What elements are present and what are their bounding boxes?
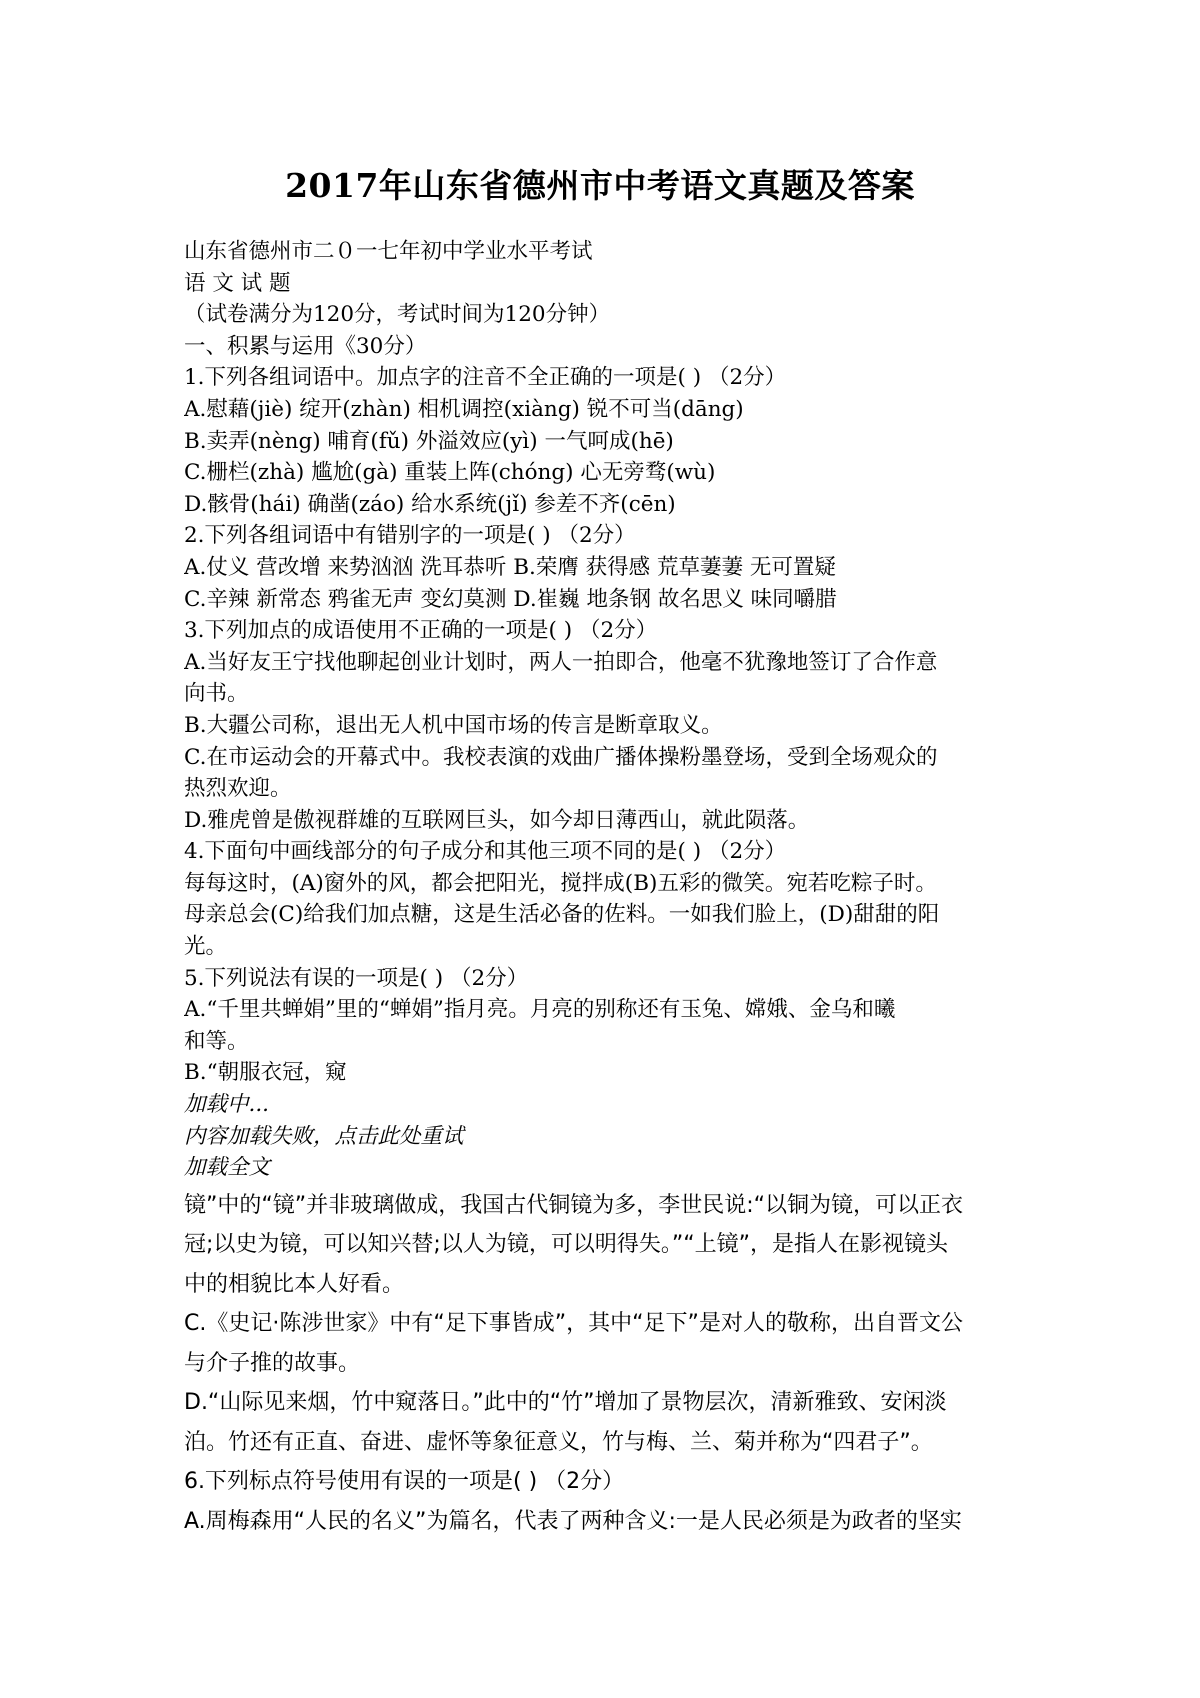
option-line: B.“朝服衣冠，窥	[184, 1060, 347, 1086]
question-line: 5.下列说法有误的一项是( ) （2分）	[184, 965, 529, 991]
option-line: C.在市运动会的开幕式中。我校表演的戏曲广播体操粉墨登场，受到全场观众的	[184, 744, 938, 770]
exam-header-line: 山东省德州市二０一七年初中学业水平考试	[184, 239, 593, 264]
question-line: 6.下列标点符号使用有误的一项是( ) （2分）	[184, 1469, 625, 1495]
question-line: 2.下列各组词语中有错别字的一项是( ) （2分）	[184, 523, 636, 549]
option-line: B.卖弄(nèng) 哺育(fǔ) 外溢效应(yì) 一气呵成(hē)	[184, 428, 674, 454]
option-line: A.仗义 营改增 来势汹汹 洗耳恭听 B.荣膺 获得感 荒草萋萋 无可置疑	[184, 554, 836, 580]
passage-line: 每每这时，(A)窗外的风，都会把阳光，搅拌成(B)五彩的微笑。宛若吃粽子时。	[184, 870, 937, 896]
loading-indicator: 加载中...	[184, 1092, 270, 1118]
option-line: 和等。	[184, 1028, 249, 1054]
option-line: 与介子推的故事。	[184, 1350, 361, 1376]
option-line: 热烈欢迎。	[184, 776, 292, 802]
option-line: B.大疆公司称，退出无人机中国市场的传言是断章取义。	[184, 712, 723, 738]
exam-info-line: （试卷满分为120分，考试时间为120分钟）	[184, 302, 611, 328]
option-line: A.周梅森用“人民的名义”为篇名，代表了两种含义:一是人民必须是为政者的坚实	[184, 1508, 962, 1534]
question-line: 3.下列加点的成语使用不正确的一项是( ) （2分）	[184, 618, 658, 644]
retry-link[interactable]: 内容加载失败，点击此处重试	[184, 1123, 464, 1149]
option-line: D.骸骨(hái) 确凿(záo) 给水系统(jǐ) 参差不齐(cēn)	[184, 491, 676, 517]
passage-line: 镜”中的“镜”并非玻璃做成，我国古代铜镜为多，李世民说:“以铜为镜，可以正衣	[184, 1192, 964, 1218]
option-line: 泊。竹还有正直、奋进、虚怀等象征意义，竹与梅、兰、菊并称为“四君子”。	[184, 1429, 933, 1455]
option-line: C.辛辣 新常态 鸦雀无声 变幻莫测 D.崔巍 地条钢 故名思义 味同嚼腊	[184, 586, 837, 612]
load-full-text-link[interactable]: 加载全文	[184, 1155, 271, 1181]
option-line: D.雅虎曾是傲视群雄的互联网巨头，如今却日薄西山，就此陨落。	[184, 807, 810, 833]
document-body	[184, 236, 1024, 1541]
option-line: A.慰藉(jiè) 绽开(zhàn) 相机调控(xiàng) 锐不可当(dāng)	[184, 396, 744, 422]
document-title: 2017年山东省德州市中考语文真题及答案	[285, 166, 915, 205]
passage-line: 光。	[184, 934, 228, 960]
passage-line: 母亲总会(C)给我们加点糖，这是生活必备的佐料。一如我们脸上，(D)甜甜的阳	[184, 902, 940, 928]
option-line: A.“千里共蝉娟”里的“蝉娟”指月亮。月亮的别称还有玉兔、嫦娥、金乌和曦	[184, 997, 896, 1023]
exam-subject-line: 语 文 试 题	[184, 270, 291, 296]
option-line: C.《史记·陈涉世家》中有“足下事皆成”，其中“足下”是对人的敬称，出自晋文公	[184, 1311, 963, 1337]
passage-line: 冠;以史为镜，可以知兴替;以人为镜，可以明得失。”“上镜”，是指人在影视镜头	[184, 1232, 949, 1258]
option-line: C.栅栏(zhà) 尴尬(gà) 重装上阵(chóng) 心无旁骛(wù)	[184, 460, 716, 486]
question-line: 4.下面句中画线部分的句子成分和其他三项不同的是( ) （2分）	[184, 839, 787, 865]
section-heading: 一、积累与运用《30分）	[184, 333, 427, 359]
option-line: A.当好友王宁找他聊起创业计划时，两人一拍即合，他毫不犹豫地签订了合作意	[184, 649, 938, 675]
passage-line: 中的相貌比本人好看。	[184, 1271, 405, 1297]
question-line: 1.下列各组词语中。加点字的注音不全正确的一项是( ) （2分）	[184, 365, 787, 391]
option-line: D.“山际见来烟，竹中窥落日。”此中的“竹”增加了景物层次，清新雅致、安闲淡	[184, 1390, 947, 1416]
option-line: 向书。	[184, 681, 249, 707]
